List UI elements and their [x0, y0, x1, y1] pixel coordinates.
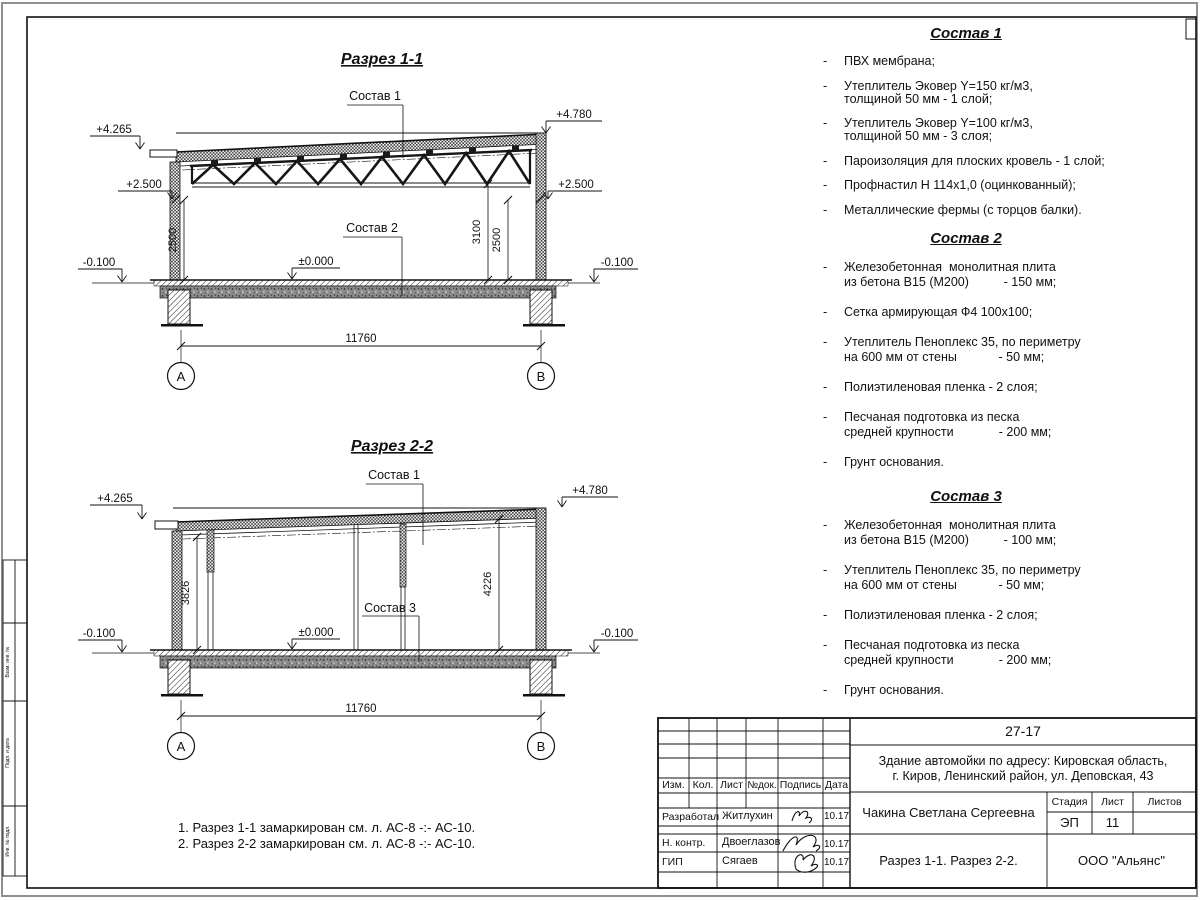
sheets-total — [1133, 812, 1196, 834]
list-item: - Утеплитель Пеноплекс 35, по периметру на 600 мм от стены - 50 мм; — [820, 563, 1112, 593]
signature — [783, 835, 820, 851]
margin-label: Инв. № подл. — [5, 825, 11, 857]
sheet-label: Лист — [1101, 795, 1124, 808]
section-1-1-drawing — [78, 51, 638, 390]
composition-list-3 — [820, 488, 1112, 713]
wall-right — [536, 133, 546, 280]
corner-stamp-box — [1186, 19, 1196, 39]
elevation-value: -0.100 — [600, 628, 634, 640]
footing-left — [168, 660, 190, 694]
signatures — [783, 811, 820, 872]
col-header-date: Дата — [824, 779, 849, 792]
list-item: - Полиэтиленовая пленка - 2 слоя; — [820, 608, 1112, 623]
person-name: Сягаев — [722, 855, 758, 868]
col-header-kol: Кол. — [692, 779, 714, 792]
composition-title: Состав 1 — [930, 25, 1002, 42]
list-item: - Полиэтиленовая пленка - 2 слоя; — [820, 380, 1112, 395]
elevation-marks-1-1 — [78, 109, 638, 282]
elevation-value: -0.100 — [82, 257, 116, 269]
vertical-dimensions-2-2 — [197, 519, 499, 650]
list-item: - Песчаная подготовка из песка средней крупности - 200 мм; — [820, 410, 1112, 440]
margin-label: Подп. и дата — [5, 738, 11, 768]
elevation-value: ±0.000 — [298, 256, 334, 268]
sign-date: 10.17 — [823, 839, 850, 850]
axis-letter: А — [176, 739, 186, 754]
person-name: Двоеглазов — [722, 836, 781, 849]
floor-slab — [92, 650, 600, 697]
list-item: - Пароизоляция для плоских кровель - 1 слой; — [820, 155, 1112, 168]
sheet-number: 11 — [1105, 815, 1120, 831]
list-item: - Грунт основания. — [820, 683, 1112, 698]
elevation-value: +4.265 — [96, 124, 132, 136]
role-label: Н. контр. — [662, 836, 706, 849]
notes — [178, 820, 475, 852]
section-1-1-title: Разрез 1-1 — [340, 51, 424, 68]
elevation-value: -0.100 — [600, 257, 634, 269]
floor-slab — [92, 280, 600, 327]
person-name: Житлухин — [722, 810, 773, 823]
col-header-doc: №док. — [747, 779, 777, 791]
footing-right — [530, 290, 552, 324]
dim-value: 11760 — [345, 703, 377, 715]
list-item: - Утеплитель Эковер Y=100 кг/м3, толщиной 50 мм - 3 слоя; — [820, 117, 1112, 143]
axis-letter: В — [536, 739, 546, 754]
col-header-sign: Подпись — [779, 779, 822, 792]
list-item: - ПВХ мембрана; — [820, 55, 1112, 68]
elevation-value: +4.780 — [572, 485, 608, 497]
sostav1-label: Состав 1 — [349, 89, 401, 103]
margin-label: Взам. инв. № — [5, 646, 11, 678]
company-name: ООО "Альянс" — [1078, 853, 1165, 869]
list-item: - Профнастил Н 114х1,0 (оцинкованный); — [820, 179, 1112, 192]
elevation-value: +4.780 — [556, 109, 592, 121]
eave-flashing — [155, 521, 178, 529]
sostav2-label: Состав 2 — [346, 221, 398, 235]
margin-strip — [3, 560, 27, 876]
axis-letter: А — [176, 369, 186, 384]
list-item: - Железобетонная монолитная плита из бетона В15 (М200) - 100 мм; — [820, 518, 1112, 548]
sign-date: 10.17 — [823, 811, 850, 822]
dim-value: 2500 — [491, 227, 503, 253]
list-item: - Утеплитель Эковер Y=150 кг/м3, толщиной 50 мм - 1 слой; — [820, 80, 1112, 106]
dim-value: 4226 — [482, 571, 494, 597]
role-label: ГИП — [662, 855, 683, 868]
eave-flashing — [150, 150, 177, 157]
composition-list-1 — [820, 25, 1112, 228]
signature — [792, 811, 812, 823]
sheet-title: Разрез 1-1. Разрез 2-2. — [879, 853, 1018, 869]
composition-list-2 — [820, 230, 1112, 485]
wall-left — [170, 162, 180, 280]
wall-right — [536, 508, 546, 650]
section-2-2-drawing — [78, 438, 638, 760]
signature — [795, 855, 818, 872]
note-line: 1. Разрез 1-1 замаркирован см. л. АС-8 -:- АС-10. — [178, 820, 476, 835]
list-item: - Сетка армирующая Ф4 100х100; — [820, 305, 1112, 320]
list-item: - Песчаная подготовка из песка средней крупности - 200 мм; — [820, 638, 1112, 668]
object-description: Здание автомойки по адресу: Кировская область, г. Киров, Ленинский район, ул. Деповская, 43 — [878, 753, 1168, 783]
dim-value: 3826 — [180, 580, 192, 606]
axis-letter: В — [536, 369, 546, 384]
author-name: Чакина Светлана Сергеевна — [862, 805, 1035, 821]
elevation-value: +2.500 — [558, 179, 594, 191]
stage-value: ЭП — [1060, 815, 1079, 831]
col-header-izm: Изм. — [662, 779, 685, 792]
dim-value: 2500 — [167, 227, 179, 253]
list-item: - Утеплитель Пеноплекс 35, по периметру на 600 мм от стены - 50 мм; — [820, 335, 1112, 365]
footing-left — [168, 290, 190, 324]
composition-title: Состав 2 — [930, 230, 1002, 247]
section-2-2-title: Разрез 2-2 — [350, 438, 434, 455]
sign-date: 10.17 — [823, 857, 850, 868]
footing-right — [530, 660, 552, 694]
col-header-list: Лист — [720, 779, 743, 792]
list-item: - Железобетонная монолитная плита из бетона В15 (М200) - 150 мм; — [820, 260, 1112, 290]
elevation-value: ±0.000 — [298, 627, 334, 639]
elevation-value: +4.265 — [97, 493, 133, 505]
sostav1-leader — [366, 468, 423, 545]
sostav3-label: Состав 3 — [364, 601, 416, 615]
elevation-value: -0.100 — [82, 628, 116, 640]
elevation-value: +2.500 — [126, 179, 162, 191]
dim-value: 3100 — [471, 219, 483, 245]
list-item: - Металлические фермы (с торцов балки). — [820, 204, 1112, 217]
note-line: 2. Разрез 2-2 замаркирован см. л. АС-8 -:- АС-10. — [178, 836, 476, 851]
composition-title: Состав 3 — [930, 488, 1002, 505]
dim-value: 11760 — [345, 333, 377, 345]
stage-label: Стадия — [1051, 795, 1088, 808]
list-item: - Грунт основания. — [820, 455, 1112, 470]
document-number: 27-17 — [1005, 723, 1041, 740]
role-label: Разработал — [662, 810, 720, 823]
sostav1-label: Состав 1 — [368, 468, 420, 482]
sheets-label: Листов — [1147, 795, 1182, 808]
